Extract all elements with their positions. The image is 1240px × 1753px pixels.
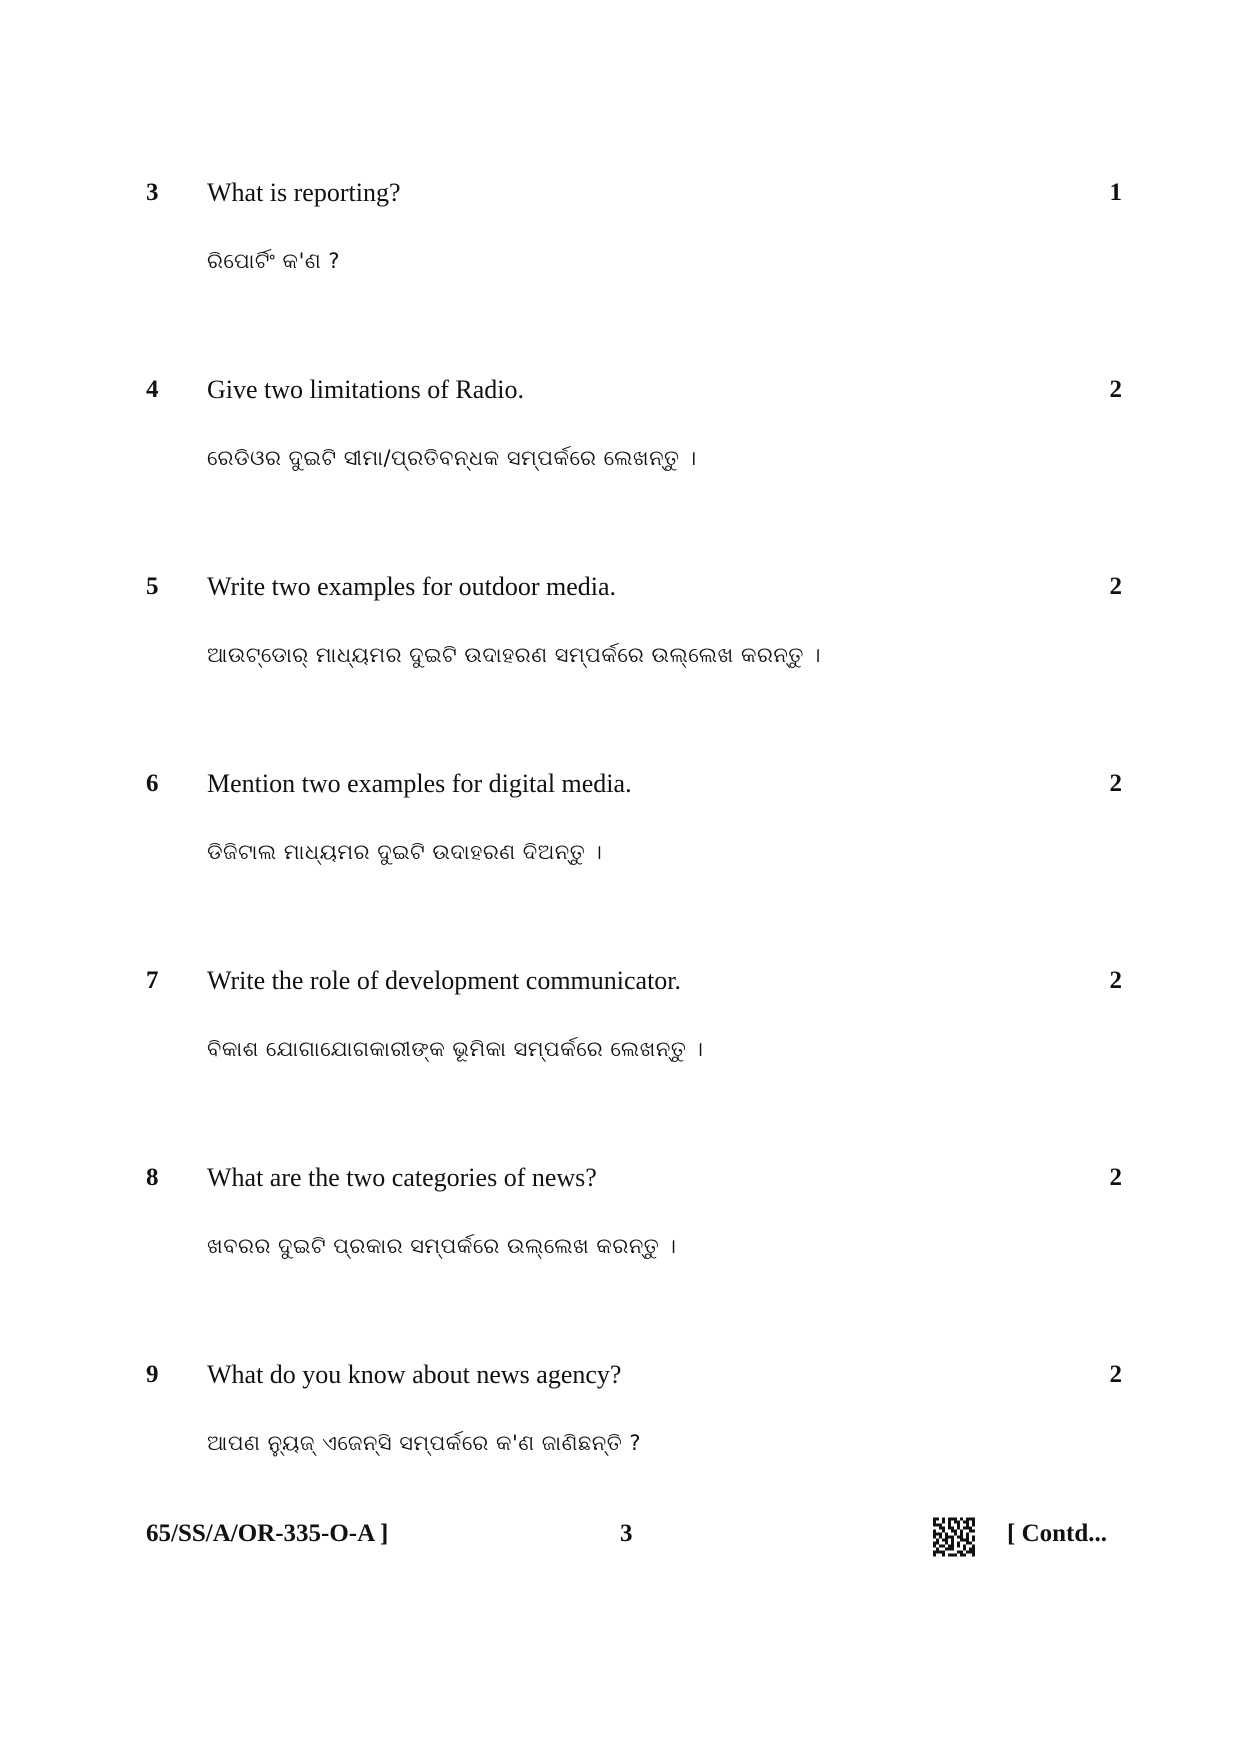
question-number: 9 bbox=[146, 1361, 159, 1388]
question-3 bbox=[0, 177, 1240, 317]
question-7 bbox=[0, 965, 1240, 1105]
qr-code-icon bbox=[933, 1517, 975, 1557]
continued-label: [ Contd... bbox=[1007, 1520, 1108, 1547]
question-text-odia: ରିପୋର୍ଟିଂ କ'ଣ ? bbox=[207, 249, 341, 273]
question-text-english: Write two examples for outdoor media. bbox=[207, 572, 617, 601]
question-text-odia: ରେଡିଓର ଦୁଇଟି ସୀମା/ପ୍ରତିବନ୍ଧକ ସମ୍ପର୍କରେ ଲେଖନ୍ତୁ । bbox=[207, 446, 697, 470]
question-text-english: What is reporting? bbox=[207, 178, 401, 207]
question-5 bbox=[0, 571, 1240, 711]
question-marks: 1 bbox=[1109, 179, 1122, 206]
question-number: 4 bbox=[146, 376, 159, 403]
question-number: 5 bbox=[146, 573, 159, 600]
question-text-english: Give two limitations of Radio. bbox=[207, 375, 525, 404]
question-text-odia: ଡିଜିଟାଲ ମାଧ୍ୟମର ଦୁଇଟି ଉଦାହରଣ ଦିଅନ୍ତୁ । bbox=[207, 840, 603, 864]
question-text-english: What are the two categories of news? bbox=[207, 1163, 597, 1192]
question-text-odia: ବିକାଶ ଯୋଗାଯୋଗକାରୀଙ୍କ ଭୂମିକା ସମ୍ପର୍କରେ ଲେଖନ୍ତୁ । bbox=[207, 1037, 704, 1061]
question-8 bbox=[0, 1162, 1240, 1302]
question-marks: 2 bbox=[1109, 1361, 1122, 1388]
question-text-english: Write the role of development communicator. bbox=[207, 966, 682, 995]
question-marks: 2 bbox=[1109, 967, 1122, 994]
question-9 bbox=[0, 1359, 1240, 1499]
question-text-odia: ଆଉଟ୍‌ଡୋର୍‌ ମାଧ୍ୟମର ଦୁଇଟି ଉଦାହରଣ ସମ୍ପର୍କରେ ଉଲ୍ଲେଖ କରନ୍ତୁ । bbox=[207, 643, 821, 667]
page-number: 3 bbox=[620, 1520, 633, 1547]
question-text-english: Mention two examples for digital media. bbox=[207, 769, 632, 798]
question-marks: 2 bbox=[1109, 573, 1122, 600]
question-text-english: What do you know about news agency? bbox=[207, 1360, 622, 1389]
question-number: 3 bbox=[146, 179, 159, 206]
question-4 bbox=[0, 374, 1240, 514]
question-marks: 2 bbox=[1109, 770, 1122, 797]
question-marks: 2 bbox=[1109, 376, 1122, 403]
question-marks: 2 bbox=[1109, 1164, 1122, 1191]
question-number: 8 bbox=[146, 1164, 159, 1191]
question-number: 7 bbox=[146, 967, 159, 994]
question-text-odia: ଆପଣ ନ୍ୟୁଜ୍‌ ଏଜେନ୍‌ସି ସମ୍ପର୍କରେ କ'ଣ ଜାଣିଛନ୍ତି ? bbox=[207, 1431, 642, 1455]
question-text-odia: ଖବରର ଦୁଇଟି ପ୍ରକାର ସମ୍ପର୍କରେ ଉଲ୍ଲେଖ କରନ୍ତୁ । bbox=[207, 1234, 677, 1258]
question-number: 6 bbox=[146, 770, 159, 797]
question-6 bbox=[0, 768, 1240, 908]
paper-code: 65/SS/A/OR-335-O-A ] bbox=[146, 1520, 389, 1547]
